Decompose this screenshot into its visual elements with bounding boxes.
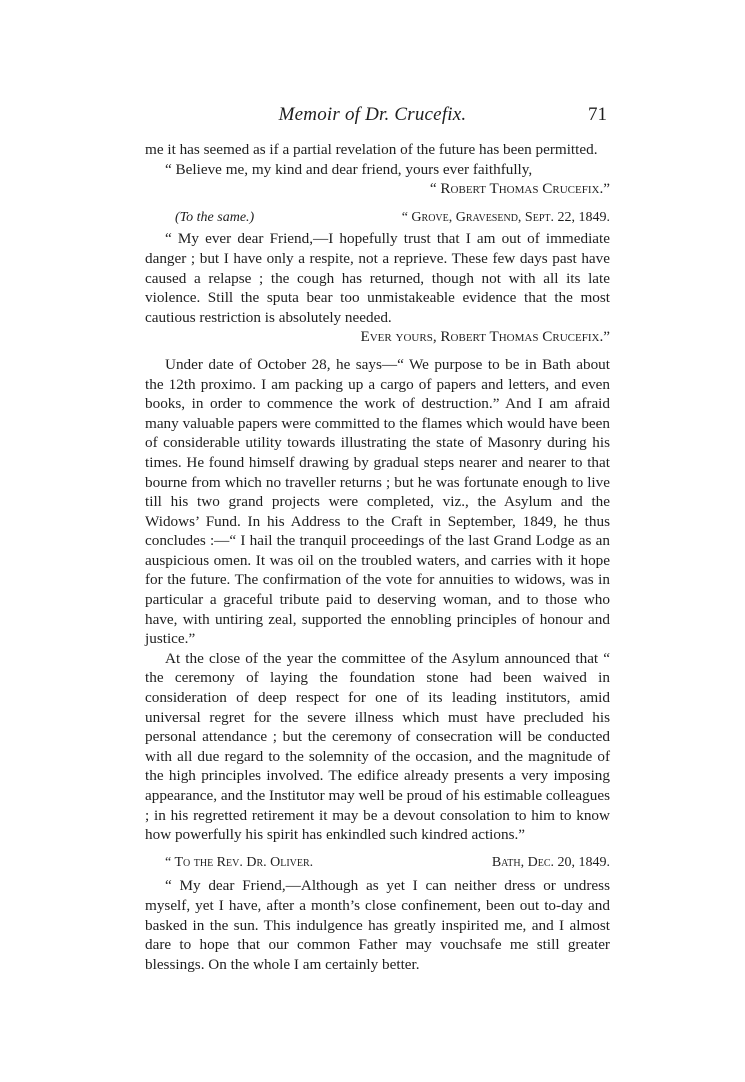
page-number: 71 bbox=[588, 104, 607, 125]
paragraph: At the close of the year the committee of the Asylum announced that “ the ceremony of laying the foundation stone had been waived in consideration of deep respect for one of its leading institutors, amid universal regret for the severe illness which must have precluded his personal attendance ; but the ceremony of consecration will be conducted with all due regard to the solemnity of the occasion, and the magnitude of the high principles involved. The edifice already presents a very imposing appearance, and the Institutor may well be proud of his estimable colleagues ; in his regretted retirement it may be a devout consolation to him to know how powerfully his spirit has enkindled such kindred actions.” bbox=[145, 649, 610, 844]
letter-body: “ My ever dear Friend,—I hopefully trust that I am out of immediate danger ; but I have only a respite, not a reprieve. These few days past have caused a relapse ; the cough has returned, though not with all its late violence. Still the sputa bear too unmistakeable evidence that the most cautious restriction is absolutely needed. bbox=[145, 230, 610, 326]
letter-place-date: “ Grove, Gravesend, Sept. 22, 1849. bbox=[401, 209, 610, 225]
page-body bbox=[145, 140, 610, 974]
letter-closing: “ Believe me, my kind and dear friend, yours ever faithfully, bbox=[165, 160, 533, 178]
letter-heading bbox=[145, 853, 610, 873]
letter-signature: “ Robert Thomas Crucefix.” bbox=[429, 180, 610, 198]
letter-signature: Ever yours, Robert Thomas Crucefix.” bbox=[360, 328, 610, 346]
letter-place-date: Bath, Dec. 20, 1849. bbox=[491, 854, 610, 870]
letter-recipient: “ To the Rev. Dr. Oliver. bbox=[165, 854, 314, 870]
paragraph-continuation: me it has seemed as if a partial revelation of the future has been permitted. bbox=[145, 141, 598, 158]
paragraph: Under date of October 28, he says—“ We purpose to be in Bath about the 12th proximo. I am packing up a cargo of papers and letters, and even books, in order to commence the work of destruction.” And I am afraid many valuable papers were committed to the flames which would have been of considerable utility towards illustrating the state of Masonry during his times. He found himself drawing by gradual steps nearer and nearer to that bourne from which no traveller returns ; but he was fortunate enough to live till his two grand projects were completed, viz., the Asylum and the Widows’ Fund. In his Address to the Craft in September, 1849, he thus concludes :—“ I hail the tranquil proceedings of the last Grand Lodge as an auspicious omen. It was oil on the troubled waters, and carries with it hope for the future. The confirmation of the vote for annuities to widows, was in particular a graceful tribute paid to deserving woman, and to those who have, with untiring zeal, supported the ennobling principles of honour and justice.” bbox=[145, 355, 610, 648]
letter-heading bbox=[145, 208, 610, 228]
letter-recipient: (To the same.) bbox=[175, 209, 255, 225]
running-title: Memoir of Dr. Crucefix. bbox=[278, 104, 467, 125]
letter-body: “ My dear Friend,—Although as yet I can neither dress or undress myself, yet I have, after a month’s close confinement, been out to-day and basked in the sun. This indulgence has greatly inspirited me, and I almost dare to hope that our common Father may vouchsafe me still greater blessings. On the whole I am certainly better. bbox=[145, 877, 610, 973]
page-header bbox=[0, 104, 745, 128]
